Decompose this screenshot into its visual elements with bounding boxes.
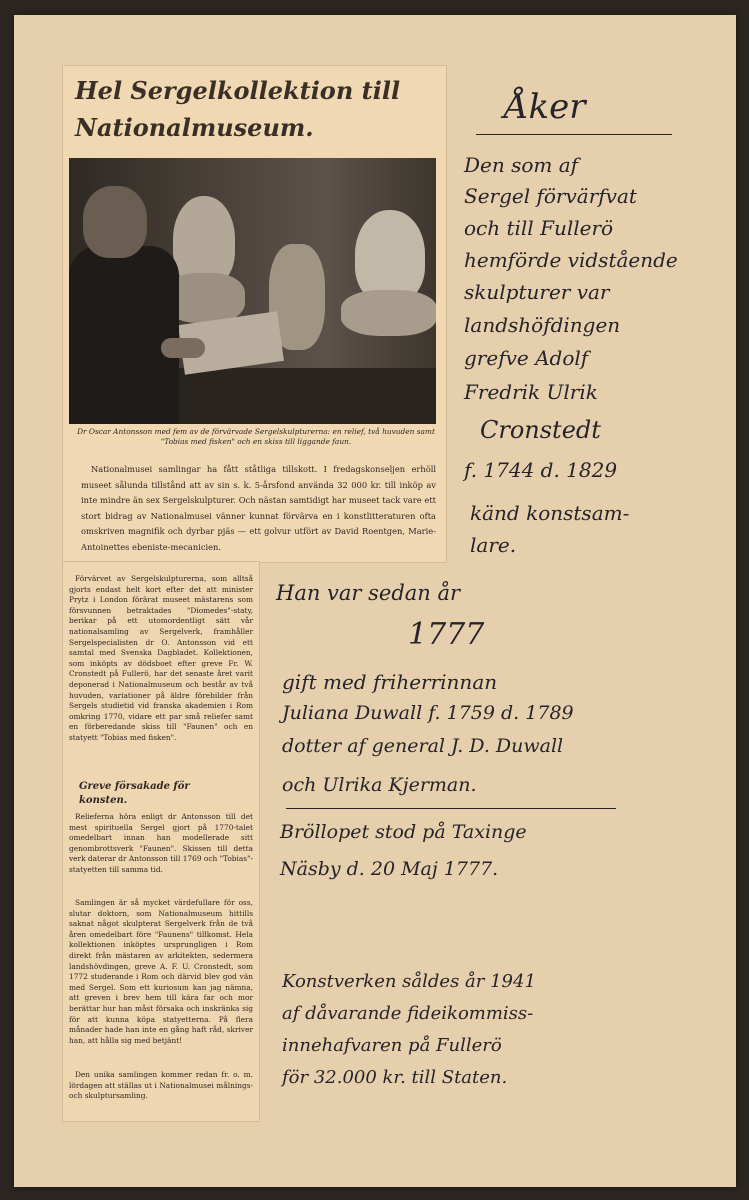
note-line: Näsby d. 20 Maj 1777. xyxy=(280,858,499,880)
note-line: Han var sedan år xyxy=(276,581,461,605)
note-line: landshöfdingen xyxy=(464,313,621,337)
article-intro: Nationalmusei samlingar ha fått ståtliga tillskott. I fredagskonseljen erhöll museet sålunda tillstånd att av sin s. k. 5-årsfond använda 32 000 kr. till inköp av inte mindre än sex Sergelskulpturer. Och nästan samtidigt har museet tack vare ett stort bidrag av Nationalmusei vänner kunnat förvärva en i konstlitteraturen ofta omskriven magnifik och dyrbar pjäs — ett golvur utfört av David Roentgen, Marie-Antoinettes ebeniste-mecanicien. xyxy=(81,464,436,552)
clipping-photo xyxy=(69,158,436,424)
note-line: och Ulrika Kjerman. xyxy=(282,774,477,796)
photo-caption: Dr Oscar Antonsson med fem av de förvärvade Sergelskulpturerna: en relief, två huvuden samt "Tobias med fisken" och en skiss till liggande faun. xyxy=(77,427,435,446)
note-line: af dåvarande fideikommiss- xyxy=(282,1003,534,1024)
article-paragraph-4: Den unika samlingen kommer redan fr. o. m. lördagen att ställas ut i Nationalmusei målnings- och skulptursamling. xyxy=(69,1070,253,1101)
sculpture-head-right xyxy=(355,210,425,302)
note-line: Fredrik Ulrik xyxy=(464,380,598,404)
note-line: Sergel förvärfvat xyxy=(464,184,637,208)
archive-sheet xyxy=(14,15,736,1187)
title-underline xyxy=(476,134,672,135)
note-line: känd konstsam- xyxy=(470,501,630,525)
note-line: gift med friherrinnan xyxy=(282,670,498,694)
note-line: Den som af xyxy=(464,153,579,177)
note-line: lare. xyxy=(470,533,517,557)
note-line: innehafvaren på Fullerö xyxy=(282,1035,502,1056)
man-figure xyxy=(69,246,179,424)
article-paragraph-1: Förvärvet av Sergelskulpturerna, som alltså gjorts endast helt kort efter det att minister Prytz i London förärat museet mästarens som försvunnen betraktades "Diomedes"-staty, berikar på ett utomordentligt sätt vår nationalsamling av Sergelverk, framhåller Sergelspecialisten dr O. Antonsson vid ett samtal med Svenska Dagbladet. Kollektionen, som inköpts av dödsboet efter greve Fr. W. Cronstedt på Fullerö, har det senaste året varit deponerad i Nationalmuseum och består av två huvuden, variationer på äldre förebilder från Sergels studietid vid franska akademien i Rom omkring 1770, vidare ett par små reliefer samt en förberedande skiss till "Faunen" och en statyett "Tobias med fisken". xyxy=(69,574,253,742)
note-title: Åker xyxy=(504,87,586,127)
note-line: f. 1744 d. 1829 xyxy=(464,458,618,482)
newspaper-clipping-column xyxy=(62,561,260,1122)
article-paragraph-2: Relieferna höra enligt dr Antonsson till det mest spirituella Sergel gjort på 1770-talet omedelbart innan han modellerade sitt genombrottsverk "Faunen". Skissen till detta verk daterar dr Antonsson till 1769 och "Tobias"-statyetten till samma tid. xyxy=(69,812,253,874)
clipping-headline: Hel Sergelkollektion till Nationalmuseum. xyxy=(75,76,401,142)
note-line: Juliana Duwall f. 1759 d. 1789 xyxy=(282,702,574,724)
article-subheading: Greve försakade för konsten. xyxy=(79,781,190,806)
note-line: grefve Adolf xyxy=(464,346,589,370)
newspaper-clipping-top xyxy=(62,65,447,563)
article-paragraph-3: Samlingen är så mycket värdefullare för oss, slutar doktorn, som Nationalmuseum hittills saknat något skulpterat Sergelverk från de två åren omedelbart före "Faunens" tillkomst. Hela kollektionen inköptes ursprungligen i Rom direkt från mästaren av arkitekten, sedermera landshövdingen, greve A. F. U. Cronstedt, som 1772 studerande i Rom och därvid blev god vän med Sergel. Som ett kuriosum kan jag nämna, att greven i brev hem till kära far och mor berättar hur han måst försaka och inskränka sig för att kunna köpa statyetterna. På flera månader hade han inte en gång haft råd, skriver han, att hålla sig med betjänt! xyxy=(69,898,253,1045)
note-line: för 32.000 kr. till Staten. xyxy=(282,1067,508,1088)
note-line: hemförde vidstående xyxy=(464,248,678,272)
block-divider xyxy=(286,808,616,809)
note-line: dotter af general J. D. Duwall xyxy=(282,735,564,757)
note-line: Cronstedt xyxy=(480,416,601,444)
note-line: skulpturer var xyxy=(464,280,610,304)
note-line: Konstverken såldes år 1941 xyxy=(282,971,536,992)
note-line: och till Fullerö xyxy=(464,216,614,240)
note-year: 1777 xyxy=(408,617,485,652)
note-line: Bröllopet stod på Taxinge xyxy=(280,821,527,843)
